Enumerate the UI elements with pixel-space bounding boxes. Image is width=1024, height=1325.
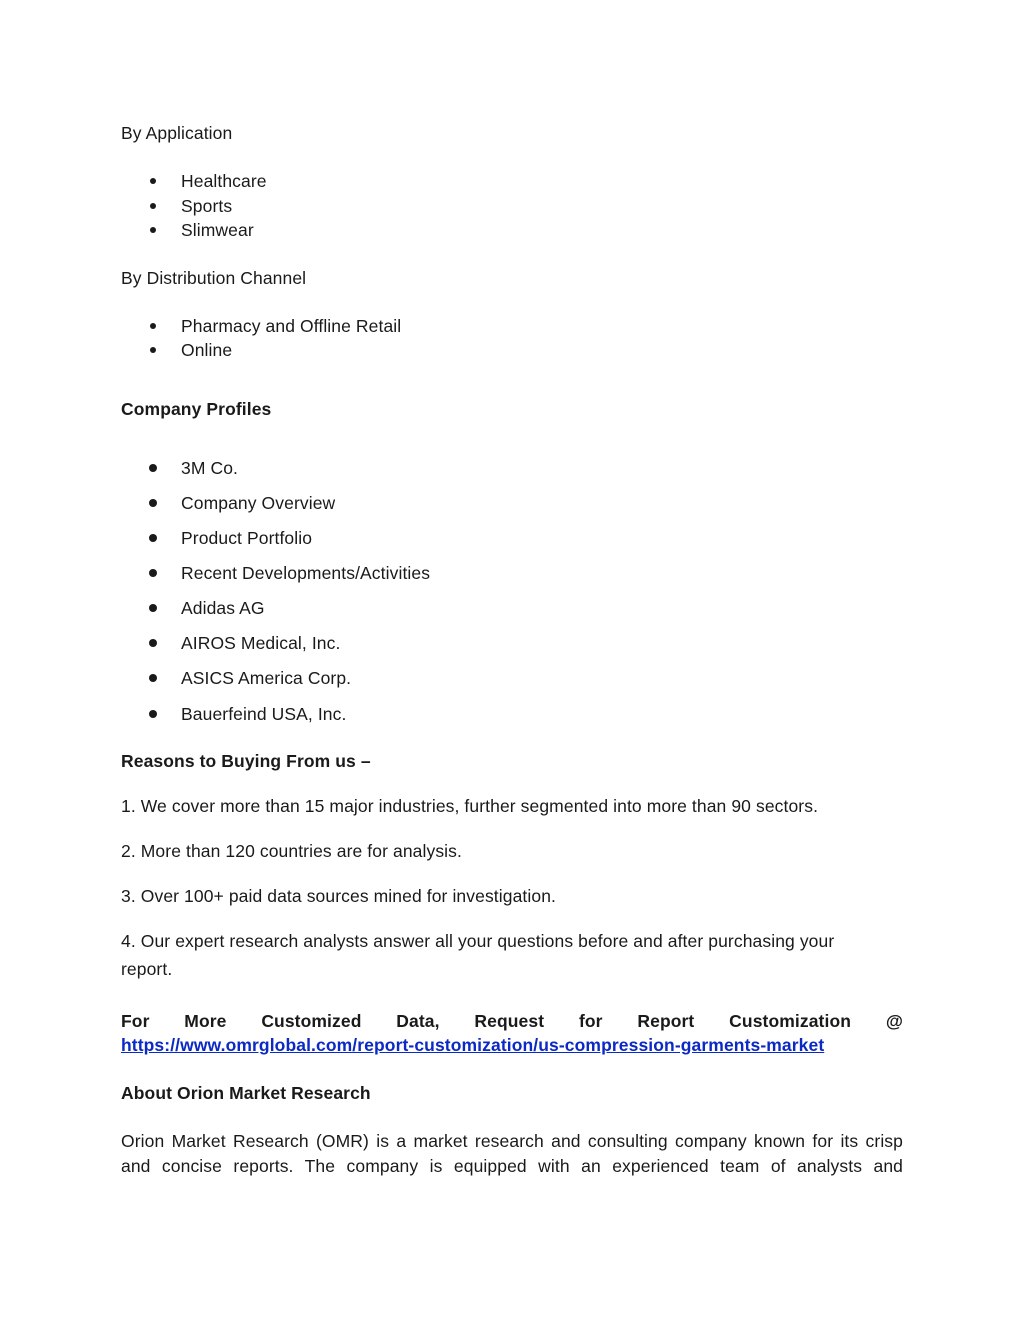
reason-item: 3. Over 100+ paid data sources mined for investigation.: [121, 886, 556, 906]
bullet-icon: [149, 569, 157, 577]
bullet-icon: [149, 674, 157, 682]
reason-item-continued: report.: [121, 959, 173, 979]
reason-item: 4. Our expert research analysts answer all your questions before and after purchasing your: [121, 931, 835, 951]
customization-word: Report: [637, 1011, 695, 1031]
about-paragraph-line: and concise reports. The company is equipped with an experienced team of analysts and: [121, 1156, 903, 1176]
customization-word: More: [184, 1011, 227, 1031]
bullet-icon: [149, 639, 157, 647]
bullet-icon: [149, 499, 157, 507]
about-heading: About Orion Market Research: [121, 1083, 371, 1103]
about-paragraph-line: Orion Market Research (OMR) is a market research and consulting company known for its crisp: [121, 1131, 903, 1151]
bullet-icon: [149, 604, 157, 612]
customization-word: Request: [474, 1011, 545, 1031]
bullet-icon: [150, 323, 156, 329]
reason-item: 2. More than 120 countries are for analysis.: [121, 841, 462, 861]
bullet-icon: [150, 203, 156, 209]
customization-word: for: [578, 1011, 603, 1031]
customization-word: For: [121, 1011, 150, 1031]
customization-word: Data,: [396, 1011, 440, 1031]
bullet-icon: [149, 534, 157, 542]
reasons-heading: Reasons to Buying From us –: [121, 751, 371, 771]
customization-word: Customization: [729, 1011, 852, 1031]
customization-word: Customized: [261, 1011, 362, 1031]
reason-item: 1. We cover more than 15 major industries, further segmented into more than 90 sectors.: [121, 796, 819, 816]
bullet-icon: [150, 227, 156, 233]
company-profiles-heading: Company Profiles: [121, 399, 272, 419]
application-heading: By Application: [121, 123, 233, 143]
distribution-heading: By Distribution Channel: [121, 268, 307, 288]
bullet-icon: [149, 464, 157, 472]
document-page: By Application Healthcare Sports Slimwear By Distribution Channel Pharmacy and Offline Retail Online Company Profiles 3M Co. Company Overview Product Portfolio Recent Developments/Activities Adidas AG AIROS Medical, Inc. ASICS America Corp. Bauerfeind USA, Inc. Reasons to Buying From us – 1. We cover more than 15 major industries, further segmented into more than 90 sectors. 2. More than 120 countries are for analysis. 3. Over 100+ paid data sources mined for investigation. 4. Our expert research analysts answer all your questions before and after purchasing your report. For More Customized Data, Request for Report Customization @ https://www.omrglobal.com/report-customization/us-compression-garments-market About Orion Market Research Orion Market Research (OMR) is a market research and consulting company known for its crisp and concise reports. The company is equipped with an experienced team of analysts and: [0, 0, 1024, 1325]
customization-link[interactable]: https://www.omrglobal.com/report-customization/us-compression-garments-market: [121, 1035, 825, 1055]
bullet-icon: [149, 710, 157, 718]
customization-request: [121, 1010, 903, 1032]
bullet-icon: [150, 178, 156, 184]
bullet-icon: [150, 347, 156, 353]
customization-word: @: [885, 1011, 903, 1031]
